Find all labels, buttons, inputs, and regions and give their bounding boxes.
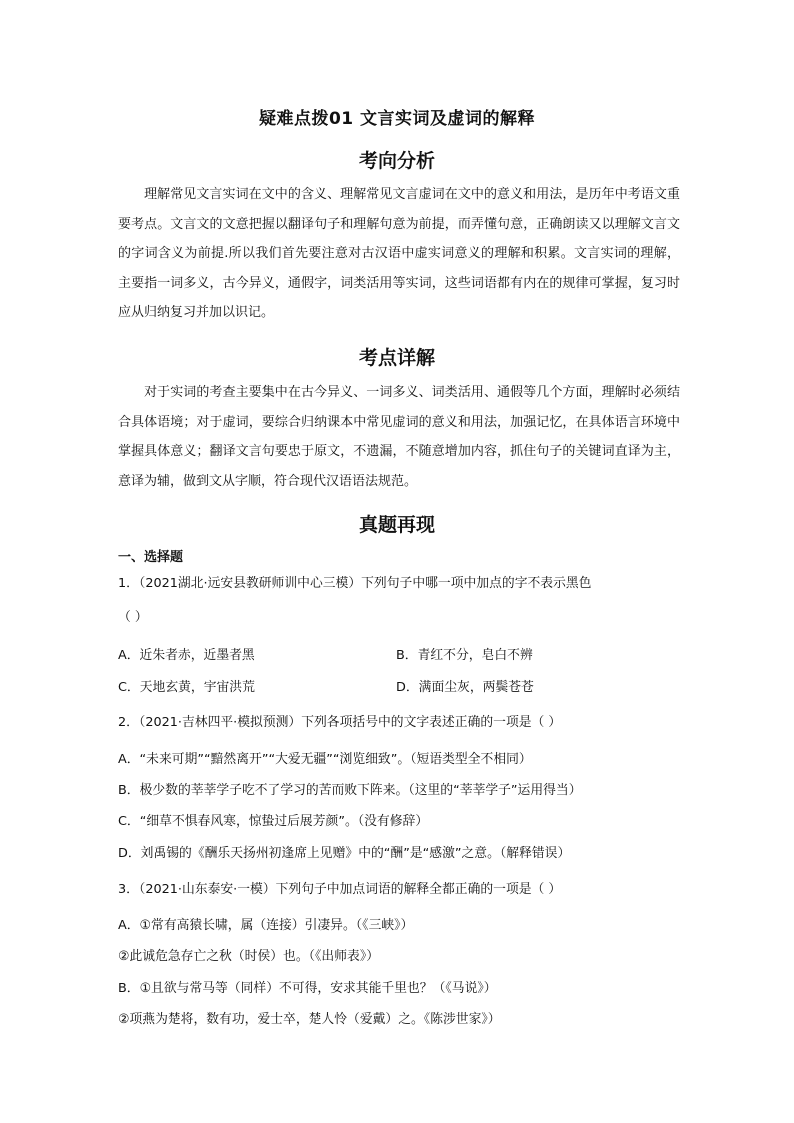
section-heading-real: 真题再现	[358, 514, 435, 536]
section-heading-analysis: 考向分析	[358, 150, 435, 172]
document-title: 疑难点拨01 文言实词及虚词的解释	[258, 109, 536, 129]
q3-option-a-2: ②此诚危急存亡之秋（时侯）也。（《出师表》）	[118, 949, 380, 964]
q3-option-b-1: B．①且欲与常马等（同样）不可得，安求其能千里也？（《马说》）	[118, 981, 497, 996]
section-heading-details: 考点详解	[358, 347, 435, 369]
details-text: 对于实词的考查主要集中在古今异义、一词多义、词类活用、通假等几个方面，理解时必须结合具体语境；对于虚词，要综合归纳课本中常见虚词的意义和用法，加强记忆，在具体语言环境中掌握具体意义；翻译文言句要忠于原文，不遗漏，不随意增加内容，抓住句子的关键词直译为主，意译为辅，做到文从字顺，符合现代汉语语法规范。	[118, 385, 680, 489]
analysis-text: 理解常见文言实词在文中的含义、理解常见文言虚词在文中的意义和用法，是历年中考语文重要考点。文言文的文意把握以翻译句子和理解句意为前提，而弄懂句意，正确朗读又以理解文言文的字词含义为前提.所以我们首先要注意对古汉语中虚实词意义的理解和积累。文言实词的理解，主要指一词多义，古今异义，通假字，词类活用等实词，这些词语都有内在的规律可掌握，复习时应从归纳复习并加以识记。	[118, 187, 680, 320]
q3-option-a-1: A．①常有高猿长啸，属（连接）引凄异。（《三峡》）	[118, 918, 414, 933]
details-paragraph	[118, 378, 680, 496]
q1-option-a: A．近朱者赤，近墨者黑	[118, 648, 255, 663]
q2-stem: 2．（2021·吉林四平·模拟预测）下列各项括号中的文字表述正确的一项是（ ）	[118, 715, 562, 730]
q3-stem: 3．（2021·山东泰安·一模）下列句子中加点词语的解释全都正确的一项是（ ）	[118, 882, 562, 897]
q1-option-c: C．天地玄黄，宇宙洪荒	[118, 680, 255, 695]
q2-option-a: A．“未来可期”“黯然离开”“大爱无疆”“浏览细致”。（短语类型全不相同）	[118, 752, 532, 767]
q1-blank: （ ）	[118, 610, 148, 625]
q1-option-b: B．青红不分，皂白不辨	[396, 648, 533, 663]
q1-option-d: D．满面尘灰，两鬓苍苍	[396, 680, 534, 695]
q2-option-d: D．刘禹锡的《酬乐天扬州初逢席上见赠》中的“酬”是“感激”之意。（解释错误）	[118, 846, 571, 861]
q3-option-b-2: ②项燕为楚将，数有功，爱士卒，楚人怜（爱戴）之。《陈涉世家》）	[118, 1012, 501, 1027]
q2-option-b: B．极少数的莘莘学子吃不了学习的苦而败下阵来。（这里的“莘莘学子”运用得当）	[118, 783, 582, 798]
q2-option-c: C．“细草不惧春风寒，惊蛰过后展芳颜”。（没有修辞）	[118, 814, 429, 829]
analysis-paragraph	[118, 180, 680, 328]
q1-stem: 1．（2021湖北·远安县教研师训中心三模）下列句子中哪一项中加点的字不表示黑色	[118, 576, 592, 591]
choice-heading: 一、选择题	[118, 550, 184, 565]
